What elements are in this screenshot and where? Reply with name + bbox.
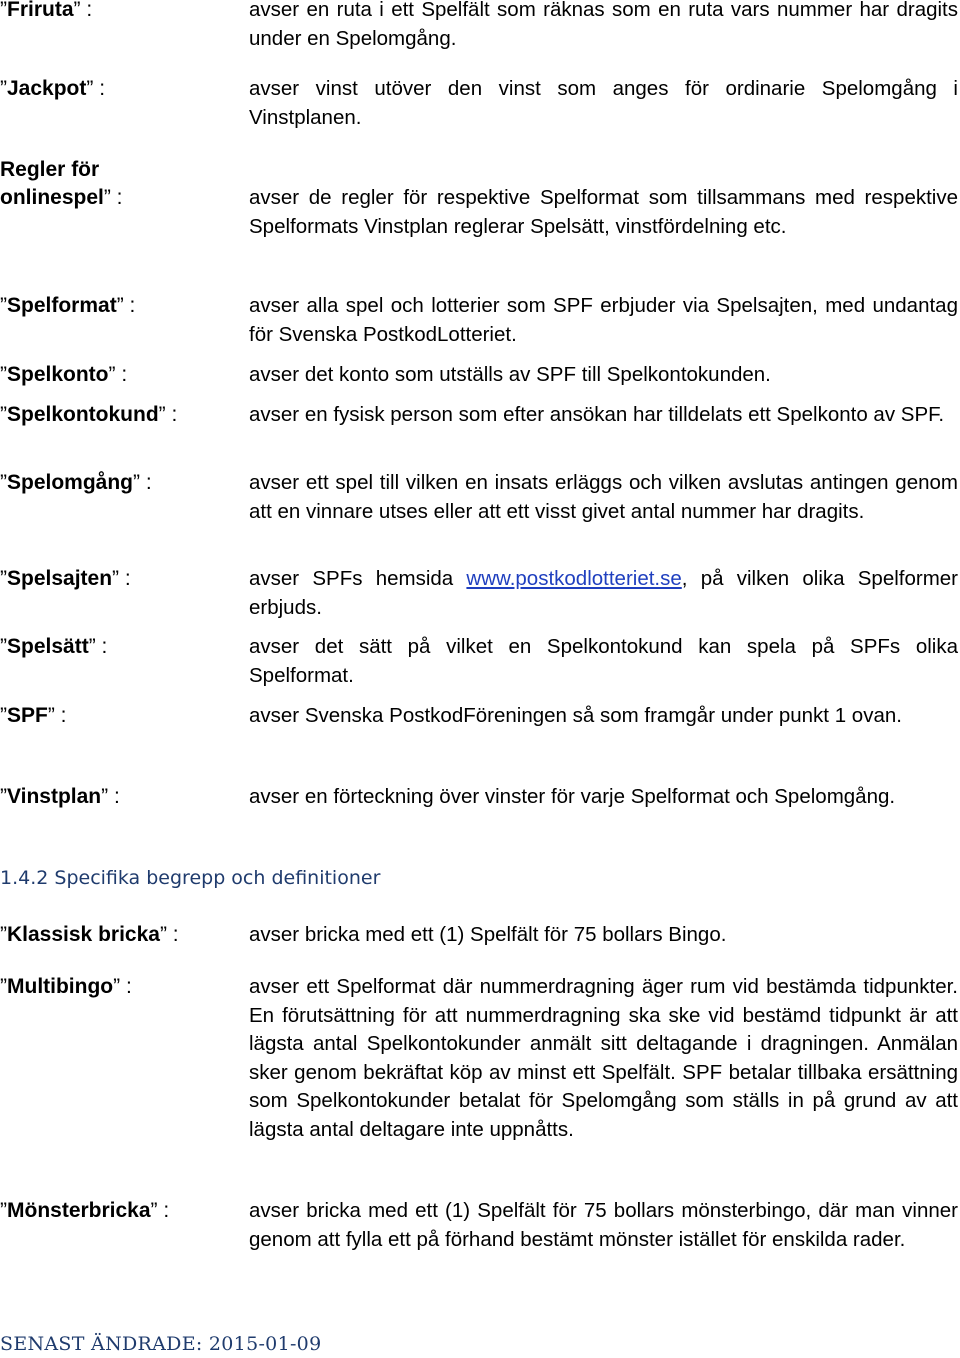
definition-text: avser bricka med ett (1) Spelfält för 75 bollars Bingo.: [249, 923, 727, 946]
term: ”Spelkonto” :: [0, 363, 128, 386]
definition-text: avser Svenska PostkodFöreningen så som framgår under punkt 1 ovan.: [249, 704, 902, 727]
definition-text: avser en ruta i ett Spelfält som räknas som en ruta vars nummer har dragits under en Spelomgång.: [249, 0, 958, 50]
definition-text: avser de regler för respektive Spelformat som tillsammans med respektive Spelformats Vinstplan reglerar Spelsätt, vinstfördelning etc.: [249, 186, 958, 238]
definition-text: avser bricka med ett (1) Spelfält för 75 bollars mönsterbingo, där man vinner genom att fylla ett på förhand bestämt mönster istället för enskilda rader.: [249, 1199, 958, 1251]
definition-text: avser alla spel och lotterier som SPF erbjuder via Spelsajten, med undantag för Svenska PostkodLotteriet.: [249, 294, 958, 346]
term: ”Friruta” :: [0, 0, 93, 21]
term: ”Vinstplan” :: [0, 785, 120, 808]
definition-text: avser ett spel till vilken en insats erläggs och vilken avslutas antingen genom att en vinnare utses eller att ett visst givet antal nummer har dragits.: [249, 471, 958, 523]
website-link[interactable]: www.postkodlotteriet.se: [466, 567, 682, 590]
term: ”Mönsterbricka” :: [0, 1199, 170, 1222]
term: ”Spelomgång” :: [0, 471, 152, 494]
term: ”Spelsätt” :: [0, 635, 108, 658]
definition-text: avser SPFs hemsida www.postkodlotteriet.se, på vilken olika Spelformer erbjuds.: [249, 567, 958, 619]
term: ”SPF” :: [0, 704, 67, 727]
definition-text: avser det konto som utställs av SPF till Spelkontokunden.: [249, 363, 771, 386]
term: ”Spelsajten” :: [0, 567, 131, 590]
definition-text: avser en fysisk person som efter ansökan har tilldelats ett Spelkonto av SPF.: [249, 403, 945, 426]
term: ”Multibingo” :: [0, 975, 132, 998]
definition-text: avser ett Spelformat där nummerdragning äger rum vid bestämda tidpunkter. En förutsättning för att nummerdragning ska ske vid bestämd tidpunkt är att lägsta antal Spelkontokunder anmält sitt deltagande i dragningen. Anmälan sker genom bekräftat köp av minst ett Spelfält. SPF betalar tillbaka ersättning som Spelkontokunder betalat för Spelomgång som ställs in på grund av att lägsta antal deltagare inte uppnåtts.: [249, 975, 958, 1141]
definition-text: avser det sätt på vilket en Spelkontokund kan spela på SPFs olika Spelformat.: [249, 635, 958, 687]
definition-text: avser vinst utöver den vinst som anges för ordinarie Spelomgång i Vinstplanen.: [249, 77, 958, 129]
term: ”Klassisk bricka” :: [0, 923, 179, 946]
term: ”Jackpot” :: [0, 77, 106, 100]
term: ”Spelkontokund” :: [0, 403, 178, 426]
definition-text: avser en förteckning över vinster för varje Spelformat och Spelomgång.: [249, 785, 896, 808]
last-modified-footer: SENAST ÄNDRADE: 2015-01-09: [0, 1333, 322, 1355]
term: onlinespel” :: [0, 186, 123, 209]
term: ”Spelformat” :: [0, 294, 136, 317]
section-heading: 1.4.2 Specifika begrepp och definitioner: [0, 867, 381, 889]
term: Regler för: [0, 158, 100, 181]
